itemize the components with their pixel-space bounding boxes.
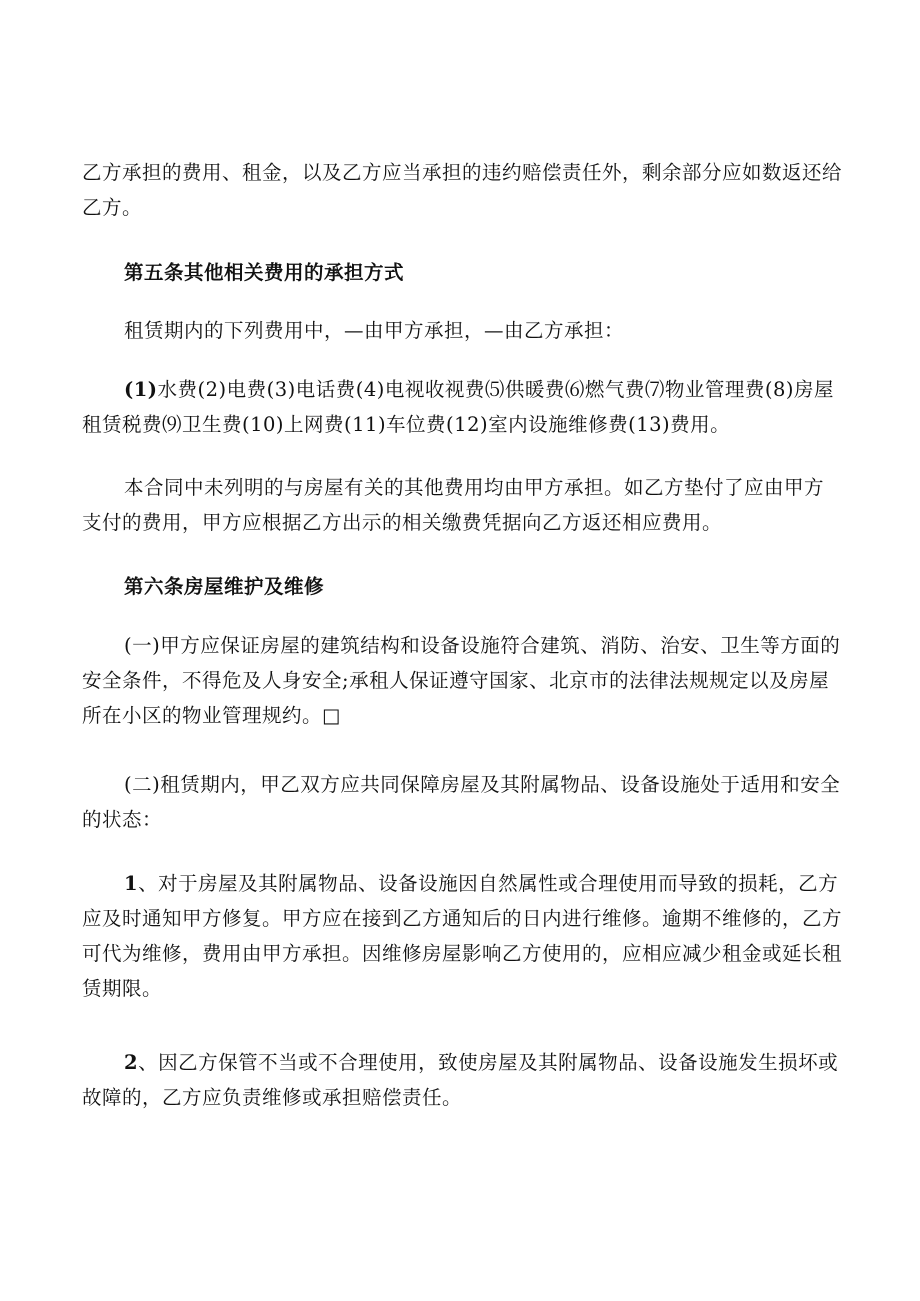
paragraph-clause-2: (二)租赁期内，甲乙双方应共同保障房屋及其附属物品、设备设施处于适用和安全的状态： <box>82 773 841 831</box>
paragraph-fee-list <box>82 372 842 442</box>
paragraph-continuation: 乙方承担的费用、租金，以及乙方应当承担的违约赔偿责任外，剩余部分应如数返还给乙方。 <box>82 161 843 219</box>
paragraph-fee-allocation: 租赁期内的下列费用中，—由甲方承担，—由乙方承担： <box>124 319 625 342</box>
paragraph-unlisted-fees: 本合同中未列明的与房屋有关的其他费用均由甲方承担。如乙方垫付了应由甲方支付的费用，甲方应根据乙方出示的相关缴费凭据向乙方返还相应费用。 <box>82 476 825 534</box>
section-heading-article-6: 第六条房屋维护及维修 <box>124 575 325 598</box>
item-1-text: 、对于房屋及其附属物品、设备设施因自然属性或合理使用而导致的损耗，乙方应及时通知甲方修复。甲方应在接到乙方通知后的日内进行维修。逾期不维修的，乙方可代为维修，费用由甲方承担。因维修房屋影响乙方使用的，应相应减少租金或延长租赁期限。 <box>82 872 843 1000</box>
paragraph-item-2 <box>82 1045 842 1115</box>
list-number: 2 <box>124 1051 139 1074</box>
list-number: (1) <box>124 378 158 401</box>
paragraph-clause-1: (一)甲方应保证房屋的建筑结构和设备设施符合建筑、消防、治安、卫生等方面的安全条件，不得危及人身安全;承租人保证遵守国家、北京市的法律法规规定以及房屋所在小区的物业管理规约。□ <box>82 634 841 727</box>
item-2-text: 、因乙方保管不当或不合理使用，致使房屋及其附属物品、设备设施发生损坏或故障的，乙方应负责维修或承担赔偿责任。 <box>82 1051 839 1109</box>
list-number: 1 <box>124 872 139 895</box>
paragraph-item-1 <box>82 866 842 1006</box>
fee-list-text: 水费(2)电费(3)电话费(4)电视收视费⑸供暖费⑹燃气费⑺物业管理费(8)房屋租赁税费⑼卫生费(10)上网费(11)车位费(12)室内设施维修费(13)费用。 <box>82 378 835 436</box>
section-heading-article-5: 第五条其他相关费用的承担方式 <box>124 261 405 284</box>
